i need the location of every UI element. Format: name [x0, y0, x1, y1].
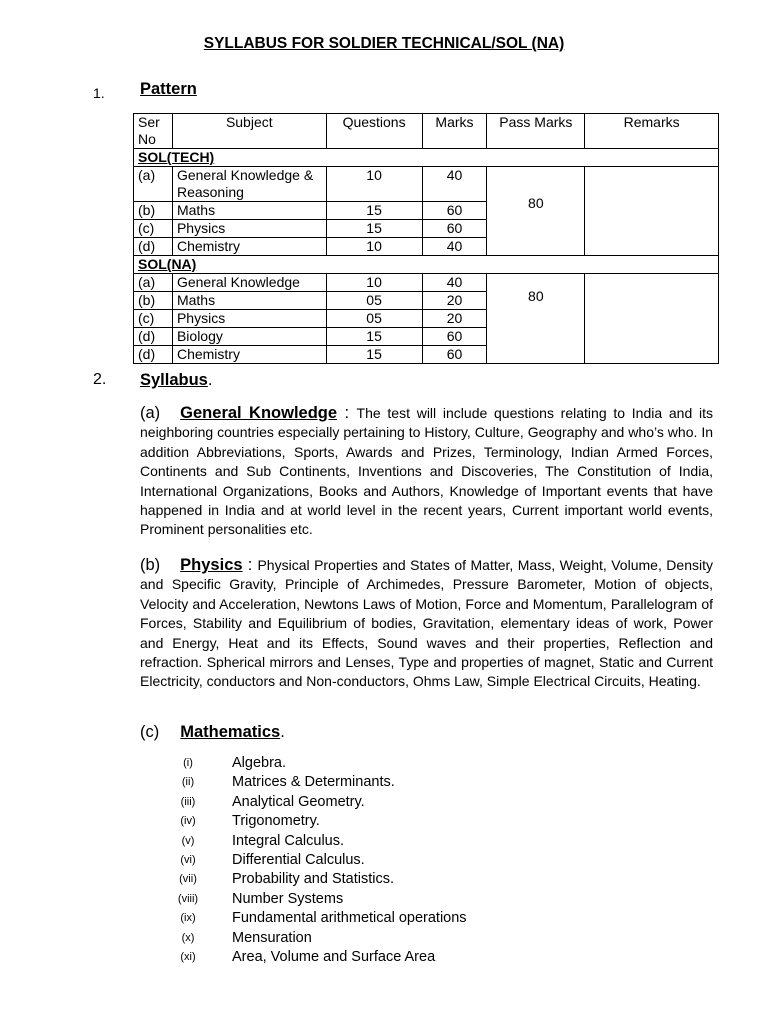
row-subject: General Knowledge & Reasoning	[172, 167, 326, 202]
section-1-heading: Pattern	[140, 80, 197, 98]
list-item-number: (vi)	[180, 853, 196, 866]
pattern-table	[133, 113, 719, 364]
header-ser: Ser No	[134, 114, 173, 149]
row-questions: 15	[326, 328, 422, 346]
row-marks: 20	[422, 310, 487, 328]
group-remarks	[585, 167, 719, 256]
row-questions: 10	[326, 274, 422, 292]
section-2-number: 2.	[93, 371, 107, 388]
table-row	[134, 274, 719, 292]
physics-paragraph	[140, 556, 713, 692]
list-item-number: (v)	[181, 834, 195, 847]
gk-heading: General Knowledge	[180, 404, 338, 422]
document-title: SYLLABUS FOR SOLDIER TECHNICAL/SOL (NA)	[203, 35, 565, 52]
list-item-number: (iv)	[180, 815, 196, 828]
group-pass-marks: 80	[487, 274, 585, 364]
header-marks: Marks	[422, 114, 487, 149]
row-subject: Chemistry	[172, 346, 326, 364]
list-item	[160, 890, 467, 909]
list-item	[160, 929, 467, 948]
list-item	[160, 754, 467, 773]
physics-text: Physical Properties and States of Matter, Mass, Weight, Volume, Density and Specific Gravity, Principle of Archimedes, Pressure Barometer, Motion of objects, Velocity and Acceleration, Newtons Laws of Motion, Force and Momentum, Parallelogram of Forces, Stability and Equilibrium of bodies, Gravitation, elementary ideas of work, Power and Energy, Heat and its Effects, Sound waves and their properties, Reflection and refraction. Spherical mirrors and Lenses, Type and properties of magnet, Static and Current Electricity, conductors and Non-conductors, Ohms Law, Simple Electrical Circuits, Heating.	[140, 557, 713, 690]
row-subject: Maths	[172, 292, 326, 310]
list-item-text: Matrices & Determinants.	[232, 774, 395, 791]
row-subject: Maths	[172, 202, 326, 220]
header-questions: Questions	[326, 114, 422, 149]
list-item-number: (vii)	[179, 873, 197, 886]
row-marks: 60	[422, 346, 487, 364]
section-2-heading	[140, 371, 212, 390]
list-item	[160, 851, 467, 870]
row-subject: Physics	[172, 310, 326, 328]
header-remarks: Remarks	[585, 114, 719, 149]
list-item-text: Trigonometry.	[232, 813, 320, 830]
row-ser: (b)	[134, 292, 173, 310]
list-item-text: Analytical Geometry.	[232, 793, 365, 810]
mathematics-heading	[140, 723, 285, 742]
row-questions: 10	[326, 238, 422, 256]
row-ser: (a)	[134, 167, 173, 202]
list-item	[160, 909, 467, 928]
list-item-text: Probability and Statistics.	[232, 871, 394, 888]
row-ser: (d)	[134, 346, 173, 364]
physics-separator: :	[242, 556, 258, 574]
list-item-number: (xi)	[180, 950, 196, 963]
gk-label: (a)	[140, 404, 161, 422]
section-1-number: 1.	[93, 85, 105, 101]
physics-label-group	[140, 556, 257, 574]
gk-text: The test will include questions relating to India and its neighboring countries especially pertaining to History, Culture, Geography and who’s who. In addition Abbreviations, Sports, Awards and Prizes, Terminology, Indian Armed Forces, Continents and Sub Continents, Inventions and Discoveries, The Constitution of India, International Organizations, Books and Authors, Knowledge of Important events that have happened in India and at world level in the recent years, Current important world events, Prominent personalities etc.	[140, 405, 713, 538]
list-item-text: Integral Calculus.	[232, 832, 345, 849]
list-item-text: Mensuration	[232, 929, 312, 946]
gk-label-group	[140, 404, 357, 422]
math-label: (c)	[140, 723, 160, 741]
row-marks: 20	[422, 292, 487, 310]
general-knowledge-paragraph	[140, 404, 713, 540]
math-heading-suffix: .	[280, 723, 285, 741]
header-pass-marks: Pass Marks	[487, 114, 585, 149]
row-subject: Physics	[172, 220, 326, 238]
mathematics-topic-list	[160, 754, 467, 967]
list-item-text: Fundamental arithmetical operations	[232, 910, 467, 927]
list-item-number: (i)	[183, 757, 193, 769]
gk-separator: :	[337, 404, 357, 422]
math-heading-text: Mathematics	[180, 723, 281, 741]
row-marks: 40	[422, 238, 487, 256]
table-header-row	[134, 114, 719, 149]
row-questions: 15	[326, 346, 422, 364]
list-item-number: (iii)	[180, 795, 196, 808]
row-subject: General Knowledge	[172, 274, 326, 292]
row-marks: 60	[422, 328, 487, 346]
row-questions: 15	[326, 202, 422, 220]
row-questions: 10	[326, 167, 422, 202]
list-item	[160, 870, 467, 889]
list-item	[160, 793, 467, 812]
row-ser: (d)	[134, 238, 173, 256]
group-row	[134, 256, 719, 274]
list-item-number: (x)	[181, 931, 195, 944]
list-item-text: Area, Volume and Surface Area	[232, 948, 436, 965]
row-ser: (b)	[134, 202, 173, 220]
row-ser: (a)	[134, 274, 173, 292]
row-marks: 40	[422, 167, 487, 202]
physics-label: (b)	[140, 556, 161, 574]
row-marks: 60	[422, 220, 487, 238]
list-item-text: Number Systems	[232, 890, 344, 907]
group-name: SOL(TECH)	[134, 149, 719, 167]
group-row	[134, 149, 719, 167]
list-item-number: (ii)	[181, 776, 195, 789]
row-marks: 60	[422, 202, 487, 220]
physics-heading: Physics	[180, 556, 243, 574]
group-remarks	[585, 274, 719, 364]
list-item	[160, 812, 467, 831]
list-item	[160, 948, 467, 967]
row-questions: 15	[326, 220, 422, 238]
row-ser: (c)	[134, 310, 173, 328]
list-item-text: Differential Calculus.	[232, 851, 365, 868]
list-item	[160, 773, 467, 792]
header-subject: Subject	[172, 114, 326, 149]
row-marks: 40	[422, 274, 487, 292]
row-questions: 05	[326, 292, 422, 310]
row-subject: Biology	[172, 328, 326, 346]
list-item-number: (ix)	[180, 912, 196, 925]
group-name: SOL(NA)	[134, 256, 719, 274]
list-item-number: (viii)	[177, 892, 199, 905]
row-ser: (d)	[134, 328, 173, 346]
row-subject: Chemistry	[172, 238, 326, 256]
table-row	[134, 167, 719, 202]
list-item-text: Algebra.	[232, 755, 287, 771]
section-2-heading-suffix: .	[207, 371, 213, 389]
list-item	[160, 832, 467, 851]
row-questions: 05	[326, 310, 422, 328]
group-pass-marks: 80	[487, 167, 585, 256]
section-2-heading-text: Syllabus	[140, 371, 208, 389]
row-ser: (c)	[134, 220, 173, 238]
